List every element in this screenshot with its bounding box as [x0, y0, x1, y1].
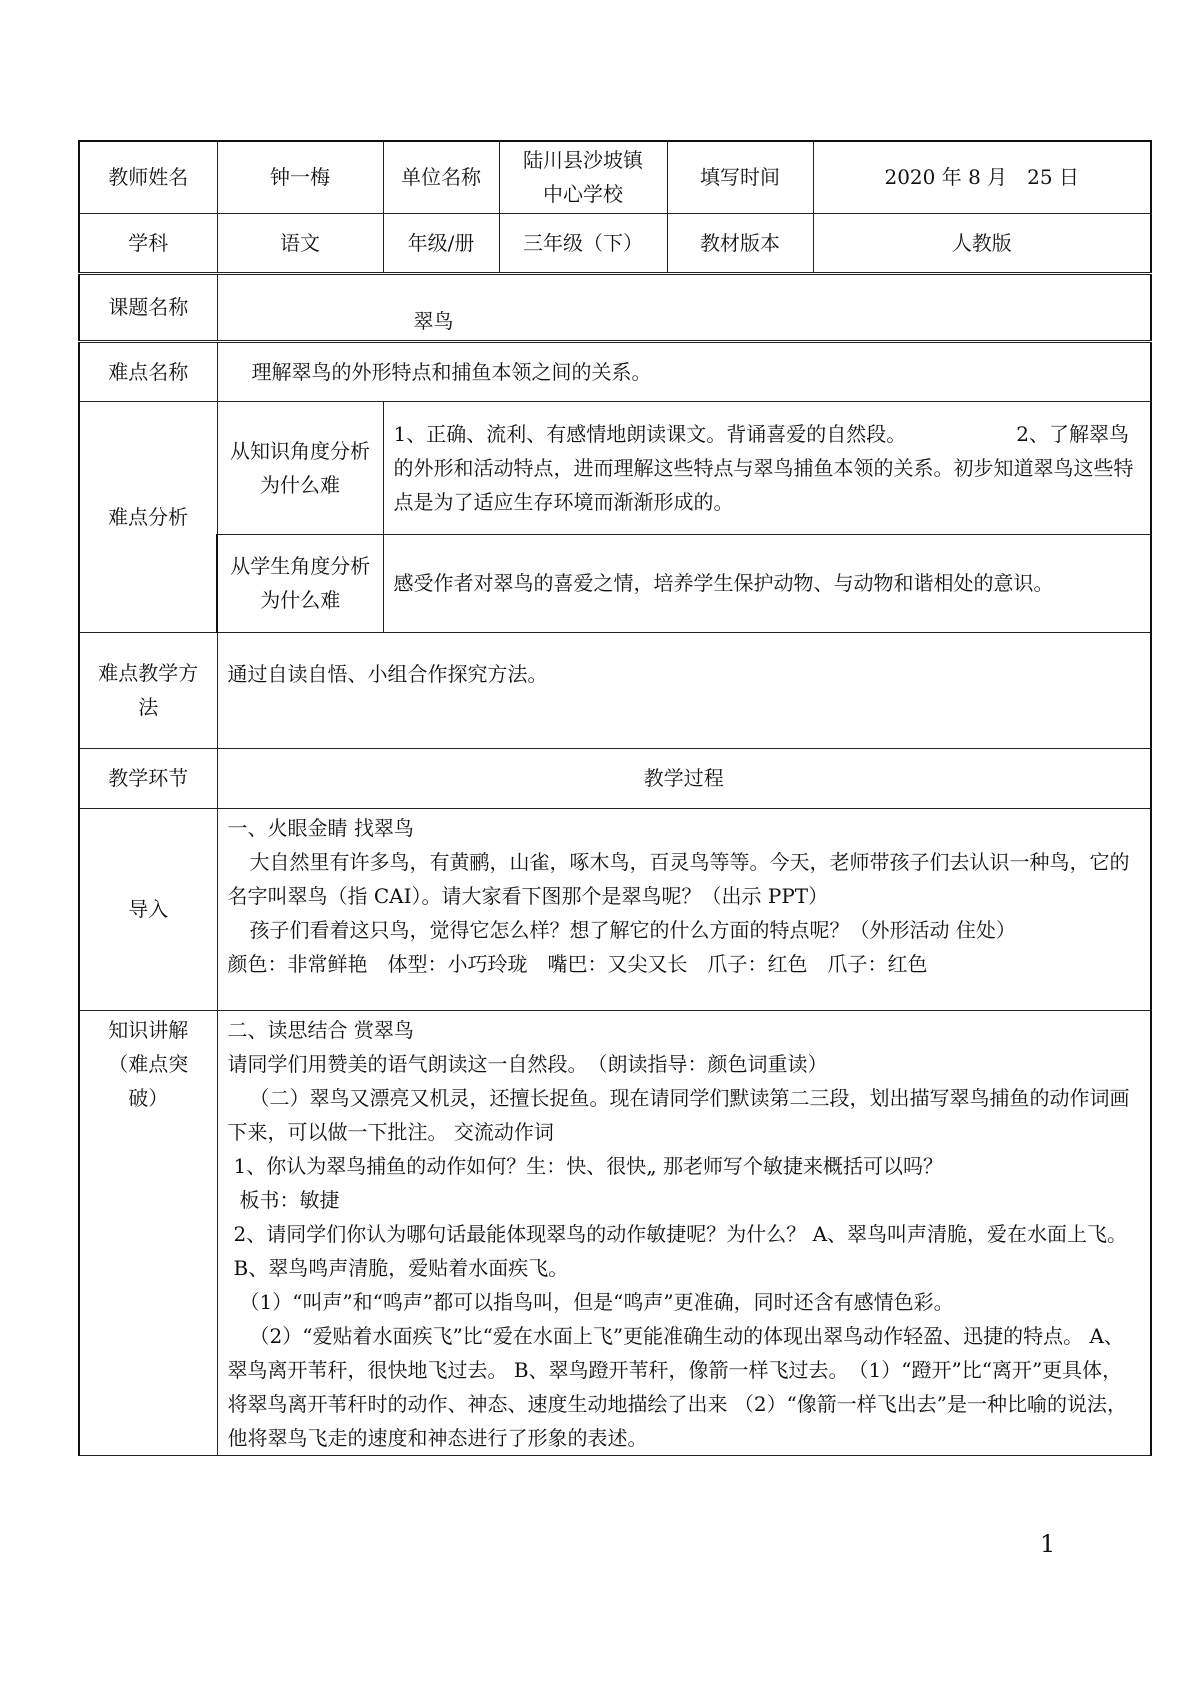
knowledge-label-line-1: 知识讲解 — [108, 1017, 189, 1042]
knowledge-angle-text — [383, 401, 1151, 534]
unit-line-1: 陆川县沙坡镇 — [523, 148, 643, 173]
teacher-name: 钟一梅 — [217, 141, 383, 213]
process-left-header: 教学环节 — [79, 748, 217, 808]
unit-line-2: 中心学校 — [543, 182, 623, 207]
knowledge-line-8: （2）“爱贴着水面疾飞”比“爱在水面上飞”更能准确生动的体现出翠鸟动作轻盈、迅捷的特点。 A、翠鸟离开苇秆，很快地飞过去。 B、翠鸟蹬开苇秆，像箭一样飞过去。 （1）“蹬开”比“离开”更具体，将翠鸟离开苇秆时的动作、神态、速度生动地描绘了出来 （2）“像箭一样飞出去”是一种比喻的说法，他将翠鸟飞走的速度和神态进行了形象的表述。 — [227, 1323, 1128, 1450]
method-label-line-2: 法 — [138, 695, 159, 719]
unit-label: 单位名称 — [383, 141, 499, 213]
topic-label: 课题名称 — [79, 273, 217, 341]
intro-paragraph-1: 大自然里有许多鸟，有黄鹂，山雀，啄木鸟，百灵鸟等等。今天，老师带孩子们去认识一种鸟，它的名字叫翠鸟（指 CAI）。请大家看下图那个是翠鸟呢？（出示 PPT） — [227, 849, 1130, 908]
process-header-row — [79, 748, 1151, 808]
header-row-1 — [79, 141, 1151, 213]
analysis-knowledge-row — [79, 401, 1151, 534]
knowledge-angle-label — [217, 401, 383, 534]
teacher-label: 教师姓名 — [79, 141, 217, 213]
knowledge-angle-paragraph: 1、正确、流利、有感情地朗读课文。背诵喜爱的自然段。 2、了解翠鸟的外形和活动特点，进而理解这些特点与翠鸟捕鱼本领的关系。初步知道翠鸟这些特点是为了适应生存环境而渐渐形成的。 — [393, 421, 1134, 514]
intro-paragraph-3: 颜色：非常鲜艳 体型：小巧玲珑 嘴巴：又尖又长 爪子：红色 爪子：红色 — [227, 951, 928, 976]
knowledge-label-line-2: （难点突 — [108, 1051, 189, 1076]
analysis-student-row — [79, 534, 1151, 632]
difficulty-value: 理解翠鸟的外形特点和捕鱼本领之间的关系。 — [217, 341, 1151, 401]
analysis-label: 难点分析 — [79, 401, 217, 632]
unit-value — [499, 141, 667, 213]
student-angle-line-1: 从学生角度分析 — [230, 554, 371, 578]
lesson-plan-table — [78, 140, 1152, 1456]
date-label: 填写时间 — [667, 141, 813, 213]
knowledge-line-2: 请同学们用赞美的语气朗读这一自然段。 （朗读指导：颜色词重读） — [227, 1051, 828, 1076]
process-right-header: 教学过程 — [217, 748, 1151, 808]
intro-content — [217, 808, 1151, 1010]
knowledge-content — [217, 1010, 1151, 1455]
method-label — [79, 632, 217, 748]
knowledge-angle-line-2: 为什么难 — [260, 472, 340, 497]
difficulty-row — [79, 341, 1151, 401]
page-number: 1 — [1040, 1530, 1056, 1558]
student-angle-text: 感受作者对翠鸟的喜爱之情，培养学生保护动物、与动物和谐相处的意识。 — [383, 534, 1151, 632]
intro-title: 一、火眼金睛 找翠鸟 — [227, 815, 414, 840]
subject-value: 语文 — [217, 213, 383, 273]
grade-value: 三年级（下） — [499, 213, 667, 273]
subject-label: 学科 — [79, 213, 217, 273]
knowledge-line-6: 2、请同学们你认为哪句话最能体现翠鸟的动作敏捷呢？为什么？ A、翠鸟叫声清脆，爱在水面上飞。 B、翠鸟鸣声清脆，爱贴着水面疾飞。 — [233, 1221, 1128, 1280]
header-row-2 — [79, 213, 1151, 273]
knowledge-line-7: （1）“叫声”和“鸣声”都可以指鸟叫，但是“鸣声”更准确，同时还含有感情色彩。 — [239, 1289, 954, 1314]
knowledge-line-5: 板书：敏捷 — [239, 1187, 340, 1212]
date-value: 2020 年 8 月 25 日 — [813, 141, 1151, 213]
difficulty-label: 难点名称 — [79, 341, 217, 401]
student-angle-label — [217, 534, 383, 632]
knowledge-label — [79, 1010, 217, 1455]
knowledge-line-4: 1、你认为翠鸟捕鱼的动作如何？生：快、很快„ 那老师写个敏捷来概括可以吗？ — [233, 1153, 943, 1178]
topic-value: 翠鸟 — [217, 273, 1151, 341]
knowledge-angle-line-1: 从知识角度分析 — [230, 438, 370, 463]
intro-label: 导入 — [79, 808, 217, 1010]
edition-label: 教材版本 — [667, 213, 813, 273]
edition-value: 人教版 — [813, 213, 1151, 273]
intro-paragraph-2: 孩子们看着这只鸟，觉得它怎么样？想了解它的什么方面的特点呢？（外形活动 住处） — [249, 917, 1016, 942]
knowledge-row — [79, 1010, 1151, 1455]
student-angle-line-2: 为什么难 — [260, 588, 341, 612]
knowledge-line-1: 二、读思结合 赏翠鸟 — [227, 1017, 414, 1042]
intro-row — [79, 808, 1151, 1010]
method-row — [79, 632, 1151, 748]
grade-label: 年级/册 — [383, 213, 499, 273]
knowledge-line-3: （二）翠鸟又漂亮又机灵，还擅长捉鱼。现在请同学们默读第二三段，划出描写翠鸟捕鱼的动作词画下来，可以做一下批注。 交流动作词 — [227, 1085, 1130, 1144]
method-value: 通过自读自悟、小组合作探究方法。 — [217, 632, 1151, 748]
method-label-line-1: 难点教学方 — [98, 661, 199, 685]
knowledge-label-line-3: 破） — [128, 1085, 169, 1110]
topic-row — [79, 273, 1151, 341]
